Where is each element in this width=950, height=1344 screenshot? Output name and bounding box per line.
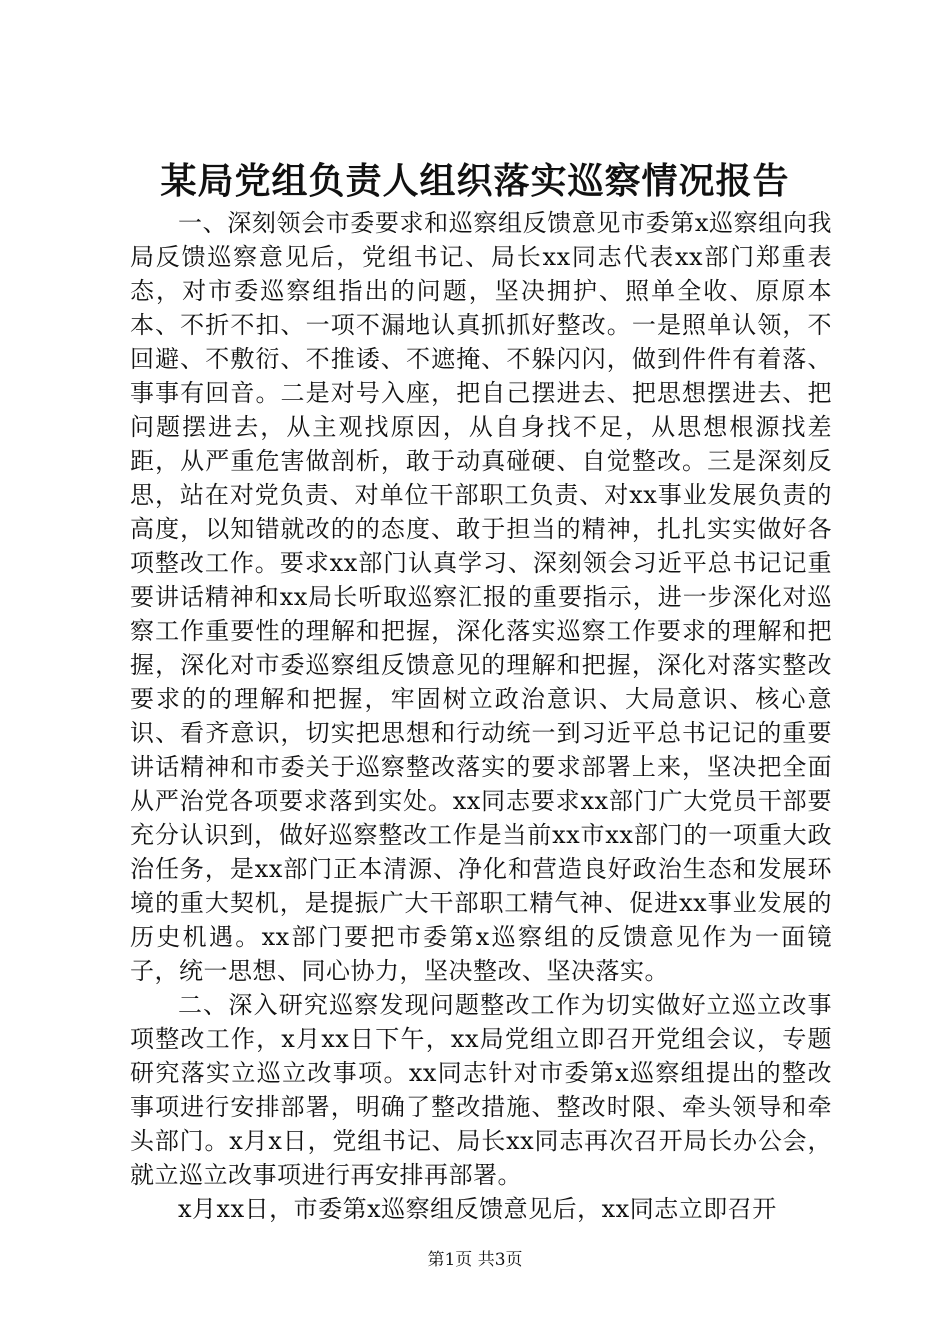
- page-number-footer: 第1页 共3页: [427, 1250, 523, 1270]
- paragraph-1: 一、深刻领会市委要求和巡察组反馈意见市委第x巡察组向我局反馈巡察意见后，党组书记、局长xx同志代表xx部门郑重表态，对市委巡察组指出的问题，坚决拥护、照单全收、原原本本、不折不扣、一项不漏地认真抓抓好整改。一是照单认领，不回避、不敷衍、不推诿、不遮掩、不躲闪闪，做到件件有着落、事事有回音。二是对号入座，把自己摆进去、把思想摆进去、把问题摆进去，从主观找原因，从自身找不足，从思想根源找差距，从严重危害做剖析，敢于动真碰硬、自觉整改。三是深刻反思，站在对党负责、对单位干部职工负责、对xx事业发展负责的高度，以知错就改的的态度、敢于担当的精神，扎扎实实做好各项整改工作。要求xx部门认真学习、深刻领会习近平总书记记重要讲话精神和xx局长听取巡察汇报的重要指示，进一步深化对巡察工作重要性的理解和把握，深化落实巡察工作要求的理解和把握，深化对市委巡察组反馈意见的理解和把握，深化对落实整改要求的的理解和把握，牢固树立政治意识、大局意识、核心意识、看齐意识，切实把思想和行动统一到习近平总书记记的重要讲话精神和市委关于巡察整改落实的要求部署上来，坚决把全面从严治党各项要求落到实处。xx同志要求xx部门广大党员干部要充分认识到，做好巡察整改工作是当前xx市xx部门的一项重大政治任务，是xx部门正本清源、净化和营造良好政治生态和发展环境的重大契机，是提振广大干部职工精气神、促进xx事业发展的历史机遇。xx部门要把市委第x巡察组的反馈意见作为一面镜子，统一思想、同心协力，坚决整改、坚决落实。: [130, 209, 832, 985]
- document-body: [130, 206, 832, 1226]
- document-title: 某局党组负责人组织落实巡察情况报告: [160, 160, 790, 202]
- paragraph-2: 二、深入研究巡察发现问题整改工作为切实做好立巡立改事项整改工作，x月xx日下午，xx局党组立即召开党组会议，专题研究落实立巡立改事项。xx同志针对市委第x巡察组提出的整改事项进行安排部署，明确了整改措施、整改时限、牵头领导和牵头部门。x月x日，党组书记、局长xx同志再次召开局长办公会，就立巡立改事项进行再安排再部署。: [130, 991, 832, 1189]
- paragraph-3: x月xx日，市委第x巡察组反馈意见后，xx同志立即召开: [178, 1195, 777, 1223]
